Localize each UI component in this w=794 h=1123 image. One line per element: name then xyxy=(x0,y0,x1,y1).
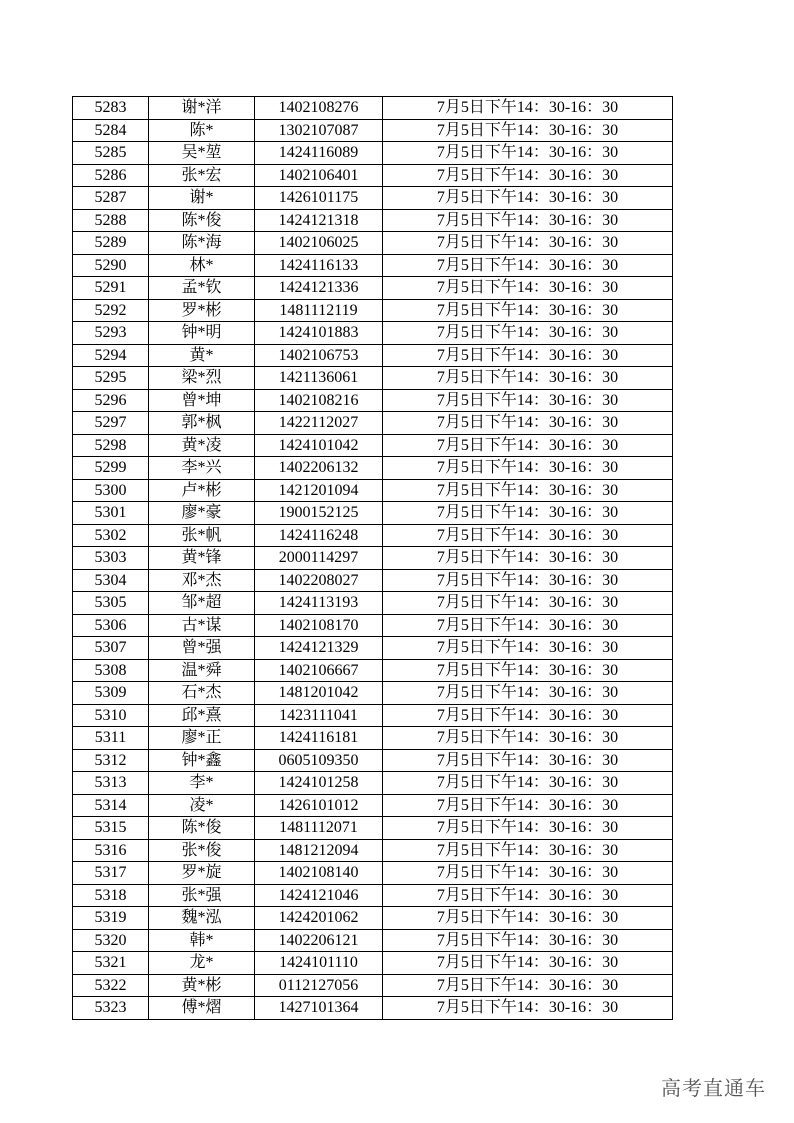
student-name-cell: 古*谋 xyxy=(149,614,255,637)
row-number-cell: 5290 xyxy=(73,254,149,277)
exam-time-cell: 7月5日下午14：30-16：30 xyxy=(383,569,673,592)
table-row xyxy=(73,232,673,255)
table-row xyxy=(73,502,673,525)
row-number-cell: 5318 xyxy=(73,884,149,907)
student-name-cell: 李* xyxy=(149,772,255,795)
watermark-text: 高考直通车 xyxy=(661,1076,766,1100)
exam-time-cell: 7月5日下午14：30-16：30 xyxy=(383,817,673,840)
exam-id-cell: 1421201094 xyxy=(255,479,383,502)
exam-time-cell: 7月5日下午14：30-16：30 xyxy=(383,502,673,525)
exam-time-cell: 7月5日下午14：30-16：30 xyxy=(383,794,673,817)
row-number-cell: 5284 xyxy=(73,119,149,142)
exam-id-cell: 1402206121 xyxy=(255,929,383,952)
row-number-cell: 5296 xyxy=(73,389,149,412)
exam-id-cell: 1424101258 xyxy=(255,772,383,795)
exam-time-cell: 7月5日下午14：30-16：30 xyxy=(383,344,673,367)
table-row xyxy=(73,434,673,457)
table-row xyxy=(73,254,673,277)
student-name-cell: 黄* xyxy=(149,344,255,367)
student-name-cell: 谢* xyxy=(149,187,255,210)
exam-time-cell: 7月5日下午14：30-16：30 xyxy=(383,119,673,142)
table-row xyxy=(73,367,673,390)
row-number-cell: 5294 xyxy=(73,344,149,367)
exam-id-cell: 1481112119 xyxy=(255,299,383,322)
exam-time-cell: 7月5日下午14：30-16：30 xyxy=(383,164,673,187)
row-number-cell: 5315 xyxy=(73,817,149,840)
student-name-cell: 廖*正 xyxy=(149,727,255,750)
row-number-cell: 5306 xyxy=(73,614,149,637)
exam-id-cell: 1427101364 xyxy=(255,997,383,1020)
student-name-cell: 陈*俊 xyxy=(149,209,255,232)
table-row xyxy=(73,592,673,615)
table-row xyxy=(73,569,673,592)
exam-id-cell: 1424121329 xyxy=(255,637,383,660)
table-row xyxy=(73,974,673,997)
exam-id-cell: 1402106401 xyxy=(255,164,383,187)
student-name-cell: 张*强 xyxy=(149,884,255,907)
row-number-cell: 5301 xyxy=(73,502,149,525)
table-row xyxy=(73,412,673,435)
row-number-cell: 5321 xyxy=(73,952,149,975)
exam-id-cell: 1402108140 xyxy=(255,862,383,885)
table-row xyxy=(73,997,673,1020)
exam-time-cell: 7月5日下午14：30-16：30 xyxy=(383,434,673,457)
exam-id-cell: 1424121318 xyxy=(255,209,383,232)
student-name-cell: 罗*彬 xyxy=(149,299,255,322)
exam-time-cell: 7月5日下午14：30-16：30 xyxy=(383,907,673,930)
table-row xyxy=(73,164,673,187)
exam-time-cell: 7月5日下午14：30-16：30 xyxy=(383,367,673,390)
table-row xyxy=(73,637,673,660)
exam-time-cell: 7月5日下午14：30-16：30 xyxy=(383,929,673,952)
table-row xyxy=(73,277,673,300)
exam-time-cell: 7月5日下午14：30-16：30 xyxy=(383,457,673,480)
student-name-cell: 石*杰 xyxy=(149,682,255,705)
table-row xyxy=(73,187,673,210)
exam-id-cell: 1423111041 xyxy=(255,704,383,727)
student-name-cell: 温*舜 xyxy=(149,659,255,682)
student-name-cell: 龙* xyxy=(149,952,255,975)
student-name-cell: 廖*豪 xyxy=(149,502,255,525)
exam-time-cell: 7月5日下午14：30-16：30 xyxy=(383,232,673,255)
exam-time-cell: 7月5日下午14：30-16：30 xyxy=(383,614,673,637)
exam-id-cell: 1426101012 xyxy=(255,794,383,817)
row-number-cell: 5322 xyxy=(73,974,149,997)
row-number-cell: 5288 xyxy=(73,209,149,232)
exam-id-cell: 0112127056 xyxy=(255,974,383,997)
row-number-cell: 5316 xyxy=(73,839,149,862)
exam-time-cell: 7月5日下午14：30-16：30 xyxy=(383,659,673,682)
exam-id-cell: 1402106667 xyxy=(255,659,383,682)
table-row xyxy=(73,547,673,570)
exam-time-cell: 7月5日下午14：30-16：30 xyxy=(383,727,673,750)
exam-time-cell: 7月5日下午14：30-16：30 xyxy=(383,187,673,210)
student-name-cell: 陈*海 xyxy=(149,232,255,255)
exam-time-cell: 7月5日下午14：30-16：30 xyxy=(383,389,673,412)
table-row xyxy=(73,119,673,142)
exam-id-cell: 1481112071 xyxy=(255,817,383,840)
student-name-cell: 孟*钦 xyxy=(149,277,255,300)
exam-id-cell: 2000114297 xyxy=(255,547,383,570)
exam-time-cell: 7月5日下午14：30-16：30 xyxy=(383,524,673,547)
student-name-cell: 张*宏 xyxy=(149,164,255,187)
exam-id-cell: 1424121046 xyxy=(255,884,383,907)
row-number-cell: 5303 xyxy=(73,547,149,570)
student-name-cell: 张*帆 xyxy=(149,524,255,547)
exam-time-cell: 7月5日下午14：30-16：30 xyxy=(383,974,673,997)
student-name-cell: 魏*泓 xyxy=(149,907,255,930)
table-row xyxy=(73,659,673,682)
exam-id-cell: 1402208027 xyxy=(255,569,383,592)
student-name-cell: 卢*彬 xyxy=(149,479,255,502)
student-name-cell: 曾*坤 xyxy=(149,389,255,412)
table-row xyxy=(73,817,673,840)
exam-id-cell: 1402106753 xyxy=(255,344,383,367)
exam-time-cell: 7月5日下午14：30-16：30 xyxy=(383,772,673,795)
exam-id-cell: 1424113193 xyxy=(255,592,383,615)
roster-body xyxy=(73,97,673,1020)
exam-time-cell: 7月5日下午14：30-16：30 xyxy=(383,412,673,435)
student-name-cell: 黄*锋 xyxy=(149,547,255,570)
row-number-cell: 5292 xyxy=(73,299,149,322)
student-name-cell: 张*俊 xyxy=(149,839,255,862)
exam-id-cell: 1424101883 xyxy=(255,322,383,345)
exam-id-cell: 1424201062 xyxy=(255,907,383,930)
exam-time-cell: 7月5日下午14：30-16：30 xyxy=(383,884,673,907)
student-name-cell: 梁*烈 xyxy=(149,367,255,390)
exam-time-cell: 7月5日下午14：30-16：30 xyxy=(383,322,673,345)
table-row xyxy=(73,929,673,952)
student-name-cell: 邓*杰 xyxy=(149,569,255,592)
exam-id-cell: 1900152125 xyxy=(255,502,383,525)
row-number-cell: 5305 xyxy=(73,592,149,615)
exam-id-cell: 1424101110 xyxy=(255,952,383,975)
row-number-cell: 5304 xyxy=(73,569,149,592)
exam-time-cell: 7月5日下午14：30-16：30 xyxy=(383,142,673,165)
exam-time-cell: 7月5日下午14：30-16：30 xyxy=(383,299,673,322)
row-number-cell: 5293 xyxy=(73,322,149,345)
table-row xyxy=(73,862,673,885)
table-row xyxy=(73,344,673,367)
exam-time-cell: 7月5日下午14：30-16：30 xyxy=(383,749,673,772)
row-number-cell: 5314 xyxy=(73,794,149,817)
exam-id-cell: 1302107087 xyxy=(255,119,383,142)
table-row xyxy=(73,907,673,930)
exam-time-cell: 7月5日下午14：30-16：30 xyxy=(383,547,673,570)
exam-id-cell: 1424116133 xyxy=(255,254,383,277)
exam-time-cell: 7月5日下午14：30-16：30 xyxy=(383,704,673,727)
row-number-cell: 5286 xyxy=(73,164,149,187)
exam-id-cell: 1422112027 xyxy=(255,412,383,435)
student-name-cell: 韩* xyxy=(149,929,255,952)
row-number-cell: 5299 xyxy=(73,457,149,480)
row-number-cell: 5307 xyxy=(73,637,149,660)
exam-id-cell: 1421136061 xyxy=(255,367,383,390)
row-number-cell: 5323 xyxy=(73,997,149,1020)
table-row xyxy=(73,727,673,750)
student-name-cell: 黄*凌 xyxy=(149,434,255,457)
exam-time-cell: 7月5日下午14：30-16：30 xyxy=(383,277,673,300)
exam-id-cell: 1402206132 xyxy=(255,457,383,480)
student-name-cell: 罗*旋 xyxy=(149,862,255,885)
exam-time-cell: 7月5日下午14：30-16：30 xyxy=(383,997,673,1020)
table-row xyxy=(73,322,673,345)
exam-id-cell: 1481201042 xyxy=(255,682,383,705)
row-number-cell: 5311 xyxy=(73,727,149,750)
table-row xyxy=(73,839,673,862)
row-number-cell: 5309 xyxy=(73,682,149,705)
row-number-cell: 5312 xyxy=(73,749,149,772)
exam-id-cell: 1424116089 xyxy=(255,142,383,165)
student-name-cell: 凌* xyxy=(149,794,255,817)
exam-time-cell: 7月5日下午14：30-16：30 xyxy=(383,839,673,862)
exam-time-cell: 7月5日下午14：30-16：30 xyxy=(383,97,673,120)
table-row xyxy=(73,884,673,907)
student-name-cell: 李*兴 xyxy=(149,457,255,480)
table-row xyxy=(73,794,673,817)
exam-roster-table xyxy=(72,96,673,1020)
row-number-cell: 5287 xyxy=(73,187,149,210)
exam-id-cell: 0605109350 xyxy=(255,749,383,772)
student-name-cell: 钟*鑫 xyxy=(149,749,255,772)
exam-id-cell: 1402108216 xyxy=(255,389,383,412)
row-number-cell: 5300 xyxy=(73,479,149,502)
exam-time-cell: 7月5日下午14：30-16：30 xyxy=(383,592,673,615)
exam-time-cell: 7月5日下午14：30-16：30 xyxy=(383,862,673,885)
student-name-cell: 陈*俊 xyxy=(149,817,255,840)
exam-time-cell: 7月5日下午14：30-16：30 xyxy=(383,209,673,232)
exam-id-cell: 1402106025 xyxy=(255,232,383,255)
row-number-cell: 5302 xyxy=(73,524,149,547)
row-number-cell: 5298 xyxy=(73,434,149,457)
student-name-cell: 邱*熹 xyxy=(149,704,255,727)
exam-id-cell: 1426101175 xyxy=(255,187,383,210)
row-number-cell: 5317 xyxy=(73,862,149,885)
exam-time-cell: 7月5日下午14：30-16：30 xyxy=(383,637,673,660)
table-row xyxy=(73,479,673,502)
row-number-cell: 5295 xyxy=(73,367,149,390)
table-row xyxy=(73,142,673,165)
exam-id-cell: 1424116248 xyxy=(255,524,383,547)
row-number-cell: 5320 xyxy=(73,929,149,952)
table-row xyxy=(73,97,673,120)
table-row xyxy=(73,389,673,412)
table-row xyxy=(73,614,673,637)
student-name-cell: 曾*强 xyxy=(149,637,255,660)
student-name-cell: 傅*熠 xyxy=(149,997,255,1020)
row-number-cell: 5308 xyxy=(73,659,149,682)
student-name-cell: 黄*彬 xyxy=(149,974,255,997)
exam-id-cell: 1424116181 xyxy=(255,727,383,750)
row-number-cell: 5289 xyxy=(73,232,149,255)
student-name-cell: 郭*枫 xyxy=(149,412,255,435)
table-row xyxy=(73,682,673,705)
table-row xyxy=(73,299,673,322)
exam-time-cell: 7月5日下午14：30-16：30 xyxy=(383,952,673,975)
row-number-cell: 5285 xyxy=(73,142,149,165)
table-row xyxy=(73,524,673,547)
student-name-cell: 邹*超 xyxy=(149,592,255,615)
table-row xyxy=(73,209,673,232)
table-row xyxy=(73,457,673,480)
exam-id-cell: 1424101042 xyxy=(255,434,383,457)
student-name-cell: 钟*明 xyxy=(149,322,255,345)
row-number-cell: 5297 xyxy=(73,412,149,435)
exam-time-cell: 7月5日下午14：30-16：30 xyxy=(383,254,673,277)
table-row xyxy=(73,952,673,975)
student-name-cell: 谢*洋 xyxy=(149,97,255,120)
exam-id-cell: 1481212094 xyxy=(255,839,383,862)
student-name-cell: 吴*堃 xyxy=(149,142,255,165)
exam-id-cell: 1402108170 xyxy=(255,614,383,637)
table-row xyxy=(73,704,673,727)
exam-id-cell: 1402108276 xyxy=(255,97,383,120)
student-name-cell: 陈* xyxy=(149,119,255,142)
exam-time-cell: 7月5日下午14：30-16：30 xyxy=(383,682,673,705)
table-row xyxy=(73,772,673,795)
row-number-cell: 5291 xyxy=(73,277,149,300)
table-row xyxy=(73,749,673,772)
row-number-cell: 5313 xyxy=(73,772,149,795)
row-number-cell: 5319 xyxy=(73,907,149,930)
exam-time-cell: 7月5日下午14：30-16：30 xyxy=(383,479,673,502)
student-name-cell: 林* xyxy=(149,254,255,277)
row-number-cell: 5310 xyxy=(73,704,149,727)
row-number-cell: 5283 xyxy=(73,97,149,120)
exam-id-cell: 1424121336 xyxy=(255,277,383,300)
